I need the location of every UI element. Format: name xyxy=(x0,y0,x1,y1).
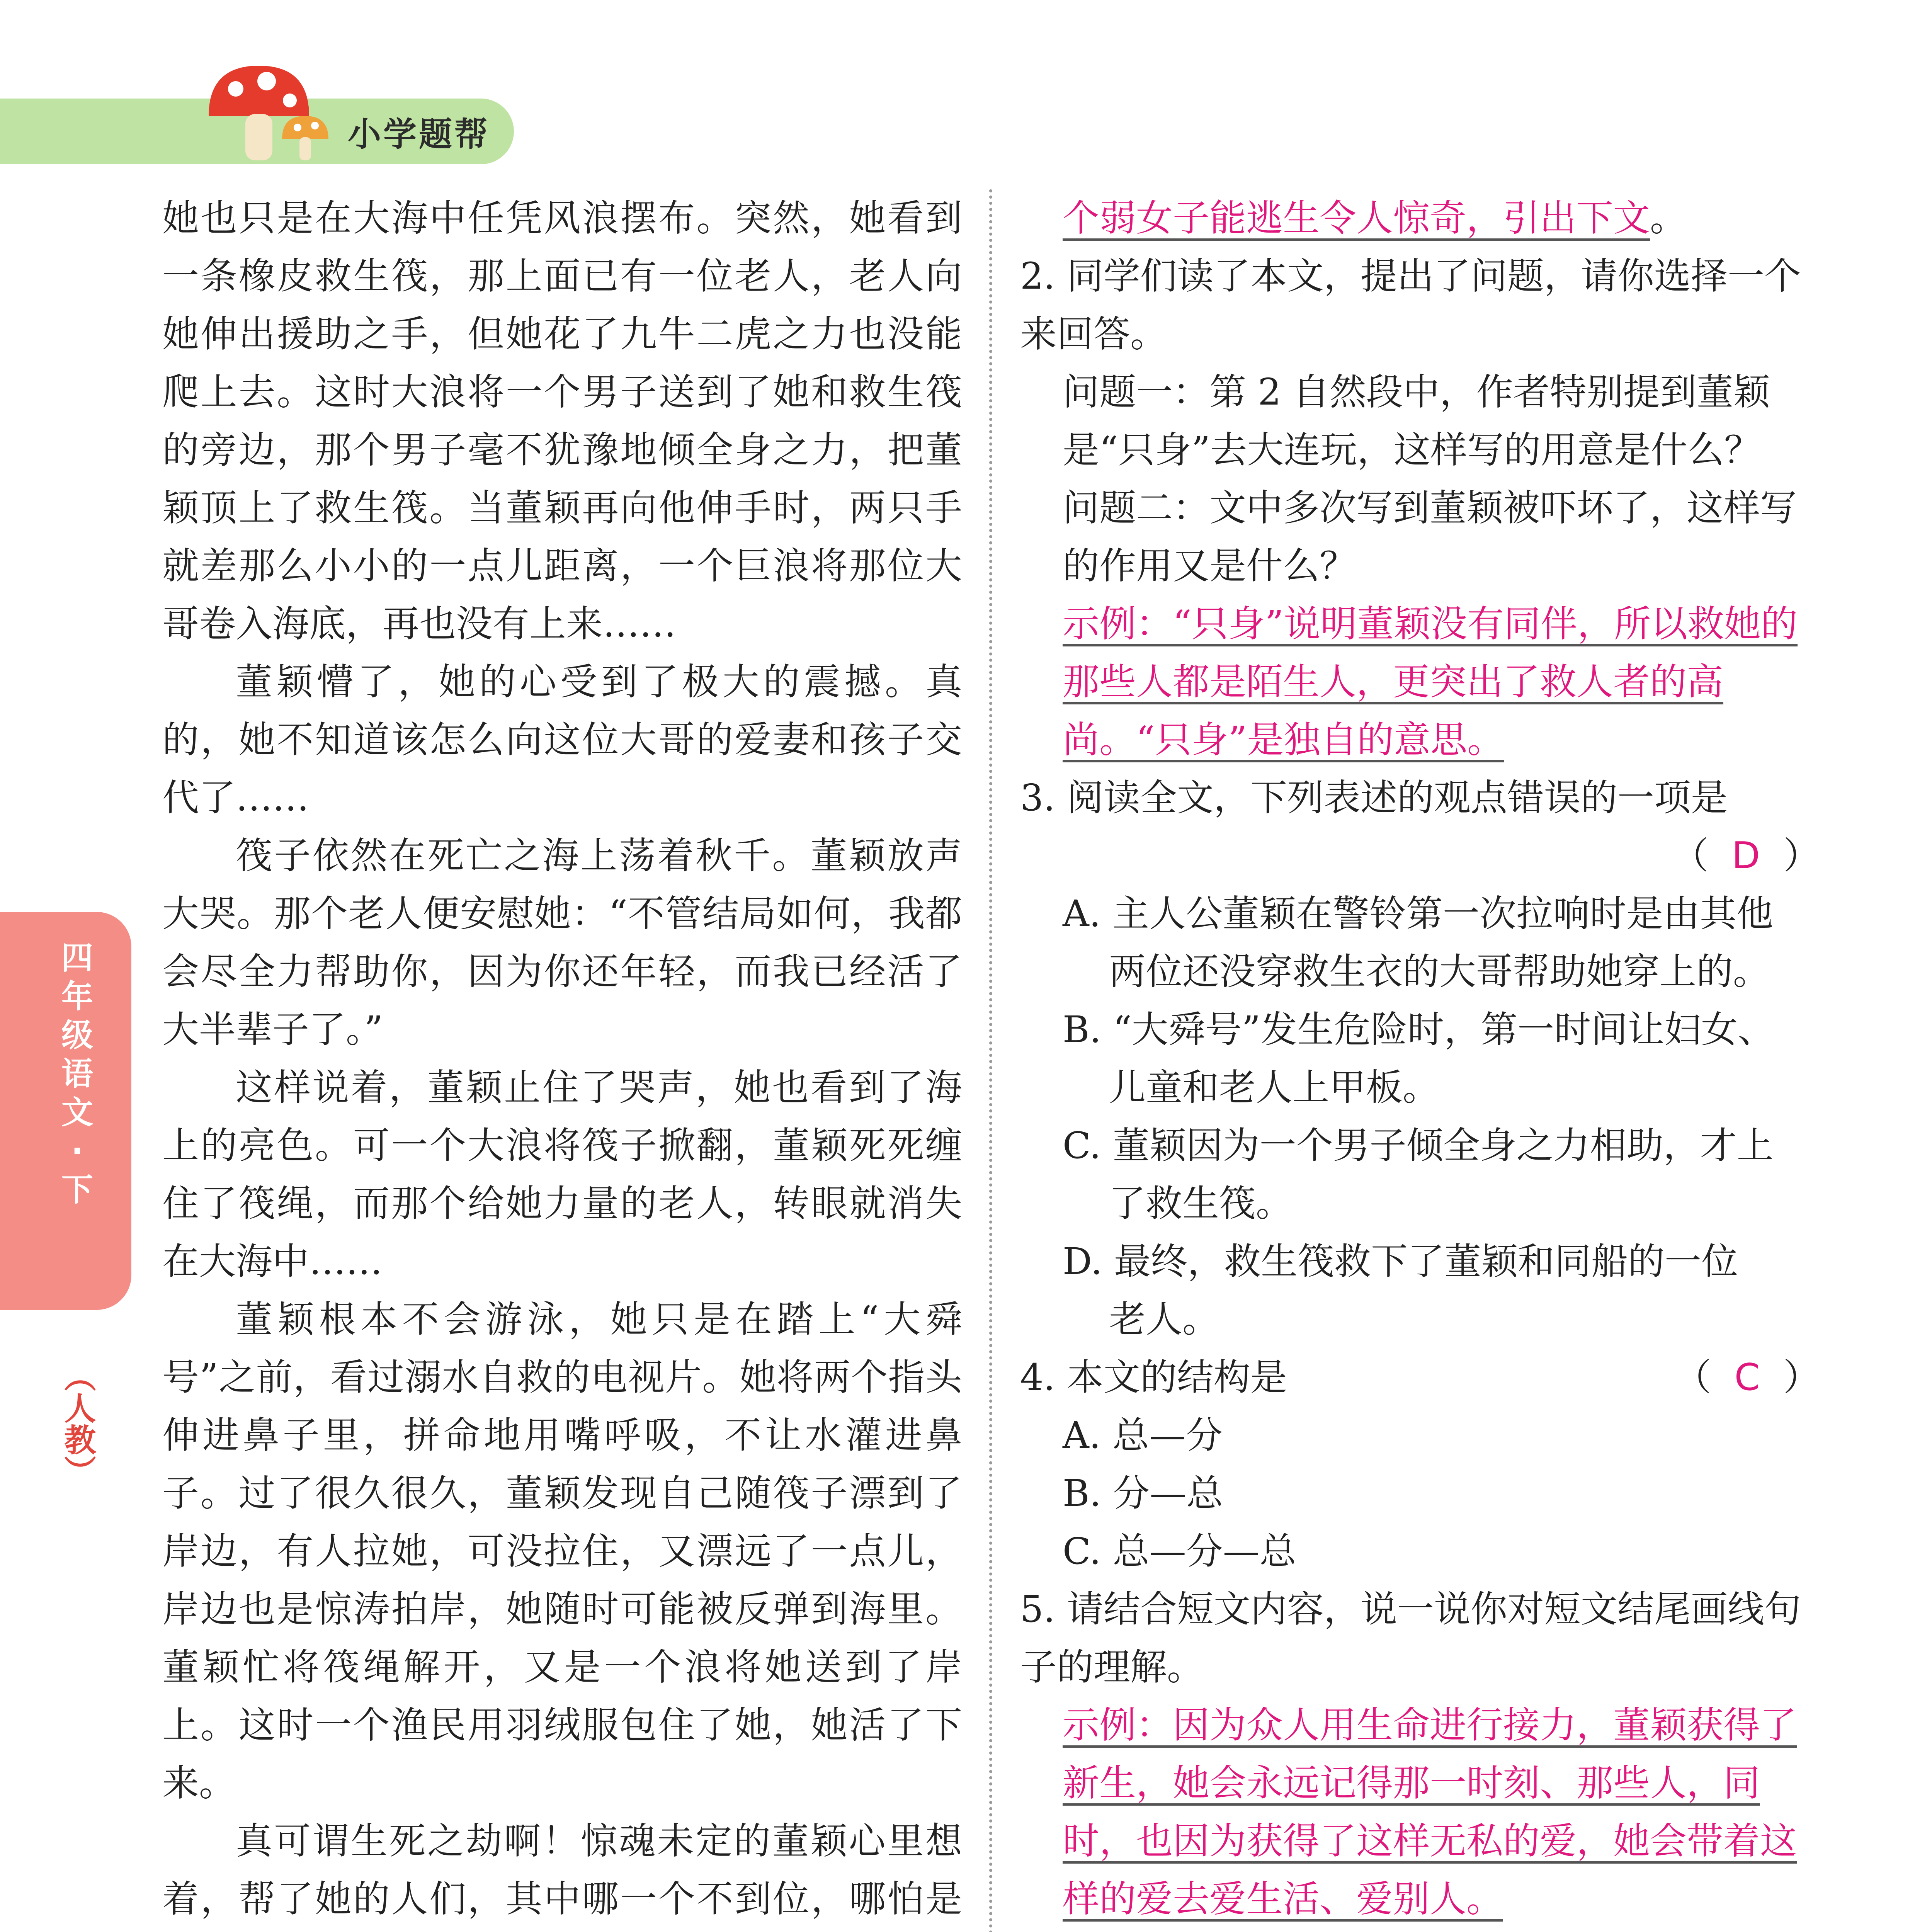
question-2-option-1: 问题一：第 2 自然段中，作者特别提到董颖是“只身”去大连玩，这样写的用意是什么？ xyxy=(1063,371,1770,471)
question-2: 2. 同学们读了本文，提出了问题，请你选择一个来回答。 xyxy=(1020,255,1801,355)
question-3-option-c: C. 董颖因为一个男子倾全身之力相助，才上 xyxy=(1063,1124,1774,1167)
paragraph-6: 真可谓生死之劫啊！惊魂未定的董颖心里想着，帮了她的人们，其中哪一个不到位，哪怕是 xyxy=(162,1820,962,1920)
column-divider xyxy=(989,189,992,1932)
question-3-option-d-cont: 老人。 xyxy=(1109,1298,1219,1341)
question-3-answer-box: （ D ） xyxy=(1672,835,1820,877)
question-3-option-c-cont: 了救生筏。 xyxy=(1109,1182,1293,1225)
question-2-option-2: 问题二：文中多次写到董颖被吓坏了，这样写的作用又是什么？ xyxy=(1063,487,1797,587)
right-column xyxy=(1020,189,1820,1932)
question-4-option-a: A. 总—分 xyxy=(1063,1414,1223,1457)
question-3-option-b: B. “大舜号”发生危险时，第一时间让妇女、 xyxy=(1063,1009,1775,1051)
question-4: 4. 本文的结构是 （ C ） xyxy=(1020,1356,1820,1399)
question-3-option-d: D. 最终，救生筏救下了董颖和同船的一位 xyxy=(1063,1240,1738,1283)
question-1-continued: 个弱女子能逃生令人惊奇，引出下文。 xyxy=(1063,197,1687,240)
paragraph-2: 董颖懵了，她的心受到了极大的震撼。真的，她不知道该怎么向这位大哥的爱妻和孩子交代了…… xyxy=(162,661,962,819)
paragraph-3: 筏子依然在死亡之海上荡着秋千。董颖放声大哭。那个老人便安慰她：“不管结局如何，我都会尽全力帮助你，因为你还年轻，而我已经活了大半辈子了。” xyxy=(162,835,962,1051)
left-column xyxy=(162,189,962,1932)
mushroom-logo-icon xyxy=(201,58,340,174)
question-5-answer: 示例：因为众人用生命进行接力，董颖获得了新生，她会永远记得那一时刻、那些人，同时，也因为获得了这样无私的爱，她会带着这样的爱去爱生活、爱别人。 xyxy=(1063,1704,1797,1920)
edition-label: （人教） xyxy=(59,1360,96,1487)
question-5: 5. 请结合短文内容，说一说你对短文结尾画线句子的理解。 xyxy=(1020,1588,1801,1689)
paragraph-1: 她也只是在大海中任凭风浪摆布。突然，她看到一条橡皮救生筏，那上面已有一位老人，老人向她伸出援助之手，但她花了九牛二虎之力也没能爬上去。这时大浪将一个男子送到了她和救生筏的旁边，那个男子毫不犹豫地倾全身之力，把董颖顶上了救生筏。当董颖再向他伸手时，两只手就差那么小小的一点儿距离，一个巨浪将那位大哥卷入海底，再也没有上来…… xyxy=(162,197,962,645)
paragraph-4: 这样说着，董颖止住了哭声，她也看到了海上的亮色。可一个大浪将筏子掀翻，董颖死死缠住了筏绳，而那个给她力量的老人，转眼就消失在大海中…… xyxy=(162,1066,962,1283)
question-4-option-c: C. 总—分—总 xyxy=(1063,1530,1296,1573)
question-3-answer: D xyxy=(1731,835,1760,877)
question-4-answer: C xyxy=(1734,1356,1760,1399)
question-3-option-b-cont: 儿童和老人上甲板。 xyxy=(1109,1066,1440,1109)
question-3-option-a: A. 主人公董颖在警铃第一次拉响时是由其他 xyxy=(1063,893,1774,935)
question-2-answer: 示例：“只身”说明董颖没有同伴，所以救她的那些人都是陌生人，更突出了救人者的高尚。“只身”是独自的意思。 xyxy=(1063,603,1798,761)
question-3: 3. 阅读全文，下列表述的观点错误的一项是 xyxy=(1020,777,1728,819)
grade-label: 四 年 级 语 文 · 下 xyxy=(61,940,93,1208)
paragraph-5: 董颖根本不会游泳，她只是在踏上“大舜号”之前，看过溺水自救的电视片。她将两个指头伸进鼻子里，拼命地用嘴呼吸，不让水灌进鼻子。过了很久很久，董颖发现自己随筏子漂到了岸边，有人拉她，可没拉住，又漂远了一点儿，岸边也是惊涛拍岸，她随时可能被反弹到海里。董颖忙将筏绳解开，又是一个浪将她送到了岸上。这时一个渔民用羽绒服包住了她，她活了下来。 xyxy=(162,1298,962,1804)
brand-title: 小学题帮 xyxy=(348,115,490,154)
question-3-option-a-cont: 两位还没穿救生衣的大哥帮助她穿上的。 xyxy=(1109,951,1770,993)
question-4-option-b: B. 分—总 xyxy=(1063,1472,1223,1515)
